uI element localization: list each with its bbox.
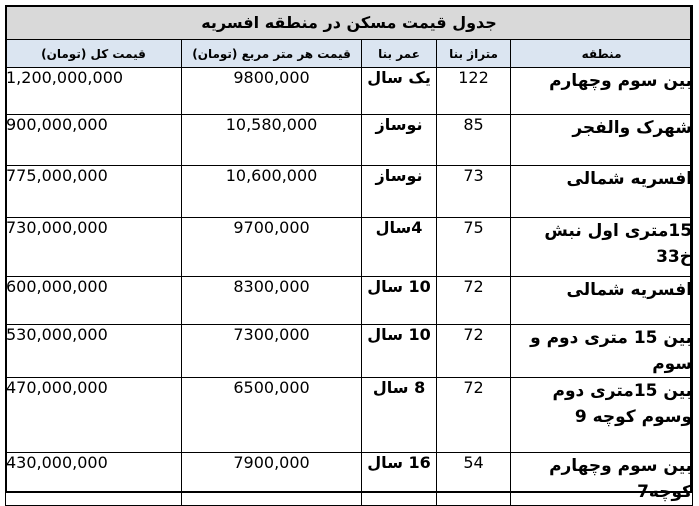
cell-region: شهرک والفجر — [511, 115, 693, 166]
cell-total-price: 775,000,000 — [6, 166, 182, 218]
header-region: منطقه — [511, 40, 693, 68]
cell-price-per-m2: 10,580,000 — [182, 115, 362, 166]
table-outer-border — [5, 5, 692, 493]
cell-age: 8 سال — [362, 378, 437, 453]
cell-area: 122 — [437, 68, 511, 115]
cell-age: نوساز — [362, 115, 437, 166]
cell-total-price: 900,000,000 — [6, 115, 182, 166]
cell-age: نوساز — [362, 166, 437, 218]
cell-total-price: 600,000,000 — [6, 277, 182, 325]
cell-price-per-m2: 9800,000 — [182, 68, 362, 115]
cell-price-per-m2: 6500,000 — [182, 378, 362, 453]
cell-total-price: 730,000,000 — [6, 218, 182, 277]
cell-age: 10 سال — [362, 325, 437, 378]
cell-area: 72 — [437, 325, 511, 378]
cell-area: 72 — [437, 378, 511, 453]
cell-price-per-m2: 8300,000 — [182, 277, 362, 325]
cell-total-price: 1,200,000,000 — [6, 68, 182, 115]
cell-total-price: 430,000,000 — [6, 453, 182, 506]
cell-area: 73 — [437, 166, 511, 218]
cell-region: بین 15 متری دوم و سوم — [511, 325, 693, 378]
cell-area: 72 — [437, 277, 511, 325]
table-title: جدول قیمت مسکن در منطقه افسریه — [6, 6, 693, 40]
cell-region: بین سوم وچهارم کوچه7 — [511, 453, 693, 506]
cell-price-per-m2: 7900,000 — [182, 453, 362, 506]
header-total-price: قیمت کل (تومان) — [6, 40, 182, 68]
cell-area: 75 — [437, 218, 511, 277]
header-area: متراژ بنا — [437, 40, 511, 68]
cell-region: افسریه شمالی — [511, 166, 693, 218]
cell-age: 16 سال — [362, 453, 437, 506]
cell-price-per-m2: 7300,000 — [182, 325, 362, 378]
cell-total-price: 530,000,000 — [6, 325, 182, 378]
cell-region: بین 15متری دوم وسوم کوچه 9 — [511, 378, 693, 453]
cell-region: افسریه شمالی — [511, 277, 693, 325]
header-age: عمر بنا — [362, 40, 437, 68]
cell-region: بین سوم وچهارم — [511, 68, 693, 115]
cell-age: 10 سال — [362, 277, 437, 325]
cell-total-price: 470,000,000 — [6, 378, 182, 453]
cell-age: یک سال — [362, 68, 437, 115]
cell-area: 54 — [437, 453, 511, 506]
header-price-per-m2: قیمت هر متر مربع (تومان) — [182, 40, 362, 68]
cell-area: 85 — [437, 115, 511, 166]
cell-region: 15متری اول نبش خ33 — [511, 218, 693, 277]
cell-age: 4سال — [362, 218, 437, 277]
cell-price-per-m2: 9700,000 — [182, 218, 362, 277]
cell-price-per-m2: 10,600,000 — [182, 166, 362, 218]
